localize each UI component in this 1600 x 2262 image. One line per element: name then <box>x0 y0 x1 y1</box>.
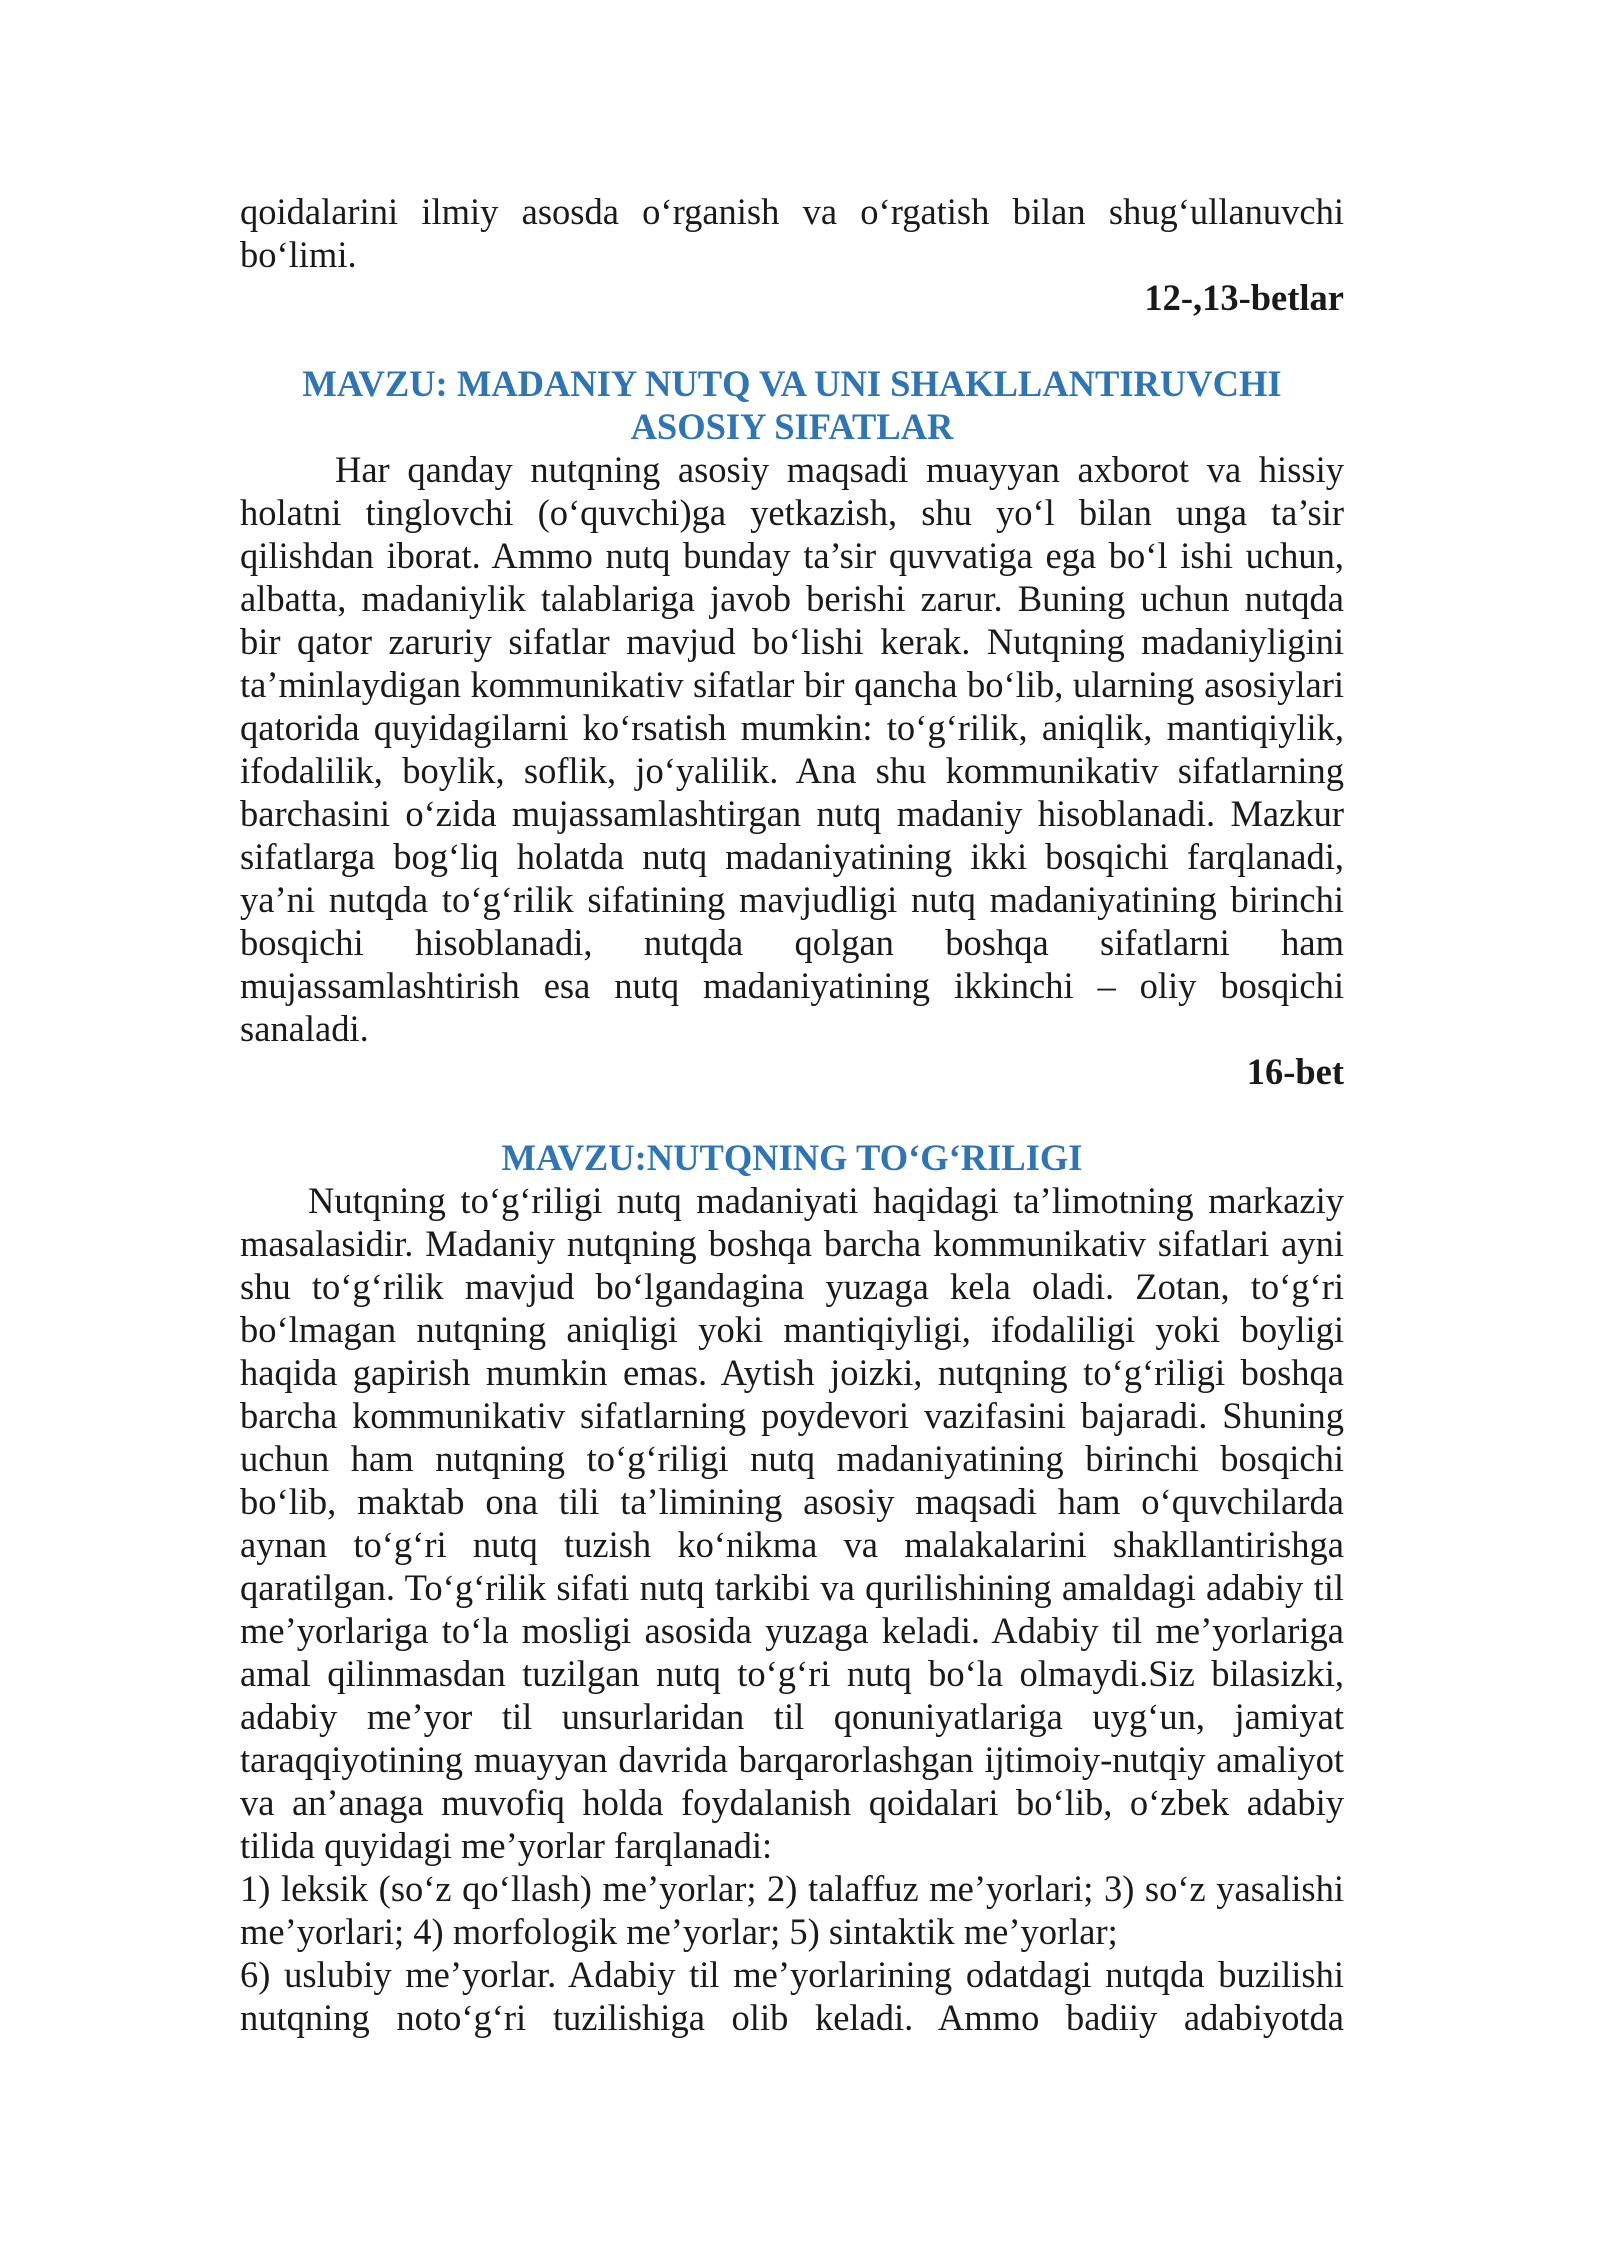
norms-list-line1: 1) leksik (so‘z qo‘llash) me’yorlar; 2) talaffuz me’yorlari; 3) so‘z yasalishi me’yorlari; 4) morfologik me’yorlar; 5) sintaktik me’yorlar; <box>240 1868 1344 1952</box>
norms-list-line2: 6) uslubiy me’yorlar. Adabiy til me’yorlarining odatdagi nutqda buzilishi nutqning noto‘g‘ri tuzilishiga olib keladi. Ammo badiiy adabiyotda <box>240 1954 1344 2038</box>
section1-paragraph: Har qanday nutqning asosiy maqsadi muayyan axborot va hissiy holatni tinglovchi (o‘quvchi)ga yetkazish, shu yo‘l bilan unga ta’sir qilishdan iborat. Ammo nutq bunday ta’sir quvvatiga ega bo‘l ishi uchun, albatta, madaniylik talablariga javob berishi zarur. Buning uchun nutqda bir qator zaruriy sifatlar mavjud bo‘lishi kerak. Nutqning madaniyligini ta’minlaydigan kommunikativ sifatlar bir qancha bo‘lib, ularning asosiylari qatorida quyidagilarni ko‘rsatish mumkin: to‘g‘rilik, aniqlik, mantiqiylik, ifodalilik, boylik, soflik, jo‘yalilik. Ana shu kommunikativ sifatlarning barchasini o‘zida mujassamlashtirgan nutq madaniy hisoblanadi. Mazkur sifatlarga bog‘liq holatda nutq madaniyatining ikki bosqichi farqlanadi, ya’ni nutqda to‘g‘rilik sifatining mavjudligi nutq madaniyatining birinchi bosqichi hisoblanadi, nutqda qolgan boshqa sifatlarni ham mujassamlashtirish esa nutq madaniyatining ikkinchi – oliy bosqichi sanaladi. <box>240 449 1344 1049</box>
section2-heading: MAVZU:NUTQNING TO‘G‘RILIGI <box>501 1137 1083 1178</box>
document-page <box>240 190 1344 2039</box>
section-heading-line1: MAVZU: MADANIY NUTQ VA UNI SHAKLLANTIRUVCHI <box>302 363 1282 404</box>
page-reference-1: 12-,13-betlar <box>1144 277 1344 318</box>
section2-paragraph: Nutqning to‘g‘riligi nutq madaniyati haqidagi ta’limotning markaziy masalasidir. Madaniy nutqning boshqa barcha kommunikativ sifatlari ayni shu to‘g‘rilik mavjud bo‘lgandagina yuzaga kela oladi. Zotan, to‘g‘ri bo‘lmagan nutqning aniqligi yoki mantiqiyligi, ifodaliligi yoki boyligi haqida gapirish mumkin emas. Aytish joizki, nutqning to‘g‘riligi boshqa barcha kommunikativ sifatlarning poydevori vazifasini bajaradi. Shuning uchun ham nutqning to‘g‘riligi nutq madaniyatining birinchi bosqichi bo‘lib, maktab ona tili ta’limining asosiy maqsadi ham o‘quvchilarda aynan to‘g‘ri nutq tuzish ko‘nikma va malakalarini shakllantirishga qaratilgan. To‘g‘rilik sifati nutq tarkibi va qurilishining amaldagi adabiy til me’yorlariga to‘la mosligi asosida yuzaga keladi. Adabiy til me’yorlariga amal qilinmasdan tuzilgan nutq to‘g‘ri nutq bo‘la olmaydi.Siz bilasizki, adabiy me’yor til unsurlaridan til qonuniyatlariga uyg‘un, jamiyat taraqqiyotining muayyan davrida barqarorlashgan ijtimoiy-nutqiy amaliyot va an’anaga muvofiq holda foydalanish qoidalari bo‘lib, o‘zbek adabiy tilida quyidagi me’yorlar farqlanadi: <box>240 1180 1344 1866</box>
intro-paragraph: qoidalarini ilmiy asosda o‘rganish va o‘rgatish bilan shug‘ullanuvchi bo‘limi. <box>240 191 1344 275</box>
spacer <box>240 1093 1344 1136</box>
spacer <box>240 319 1344 362</box>
section-heading-line2: ASOSIY SIFATLAR <box>630 406 954 447</box>
page-reference-2: 16-bet <box>1246 1051 1344 1092</box>
